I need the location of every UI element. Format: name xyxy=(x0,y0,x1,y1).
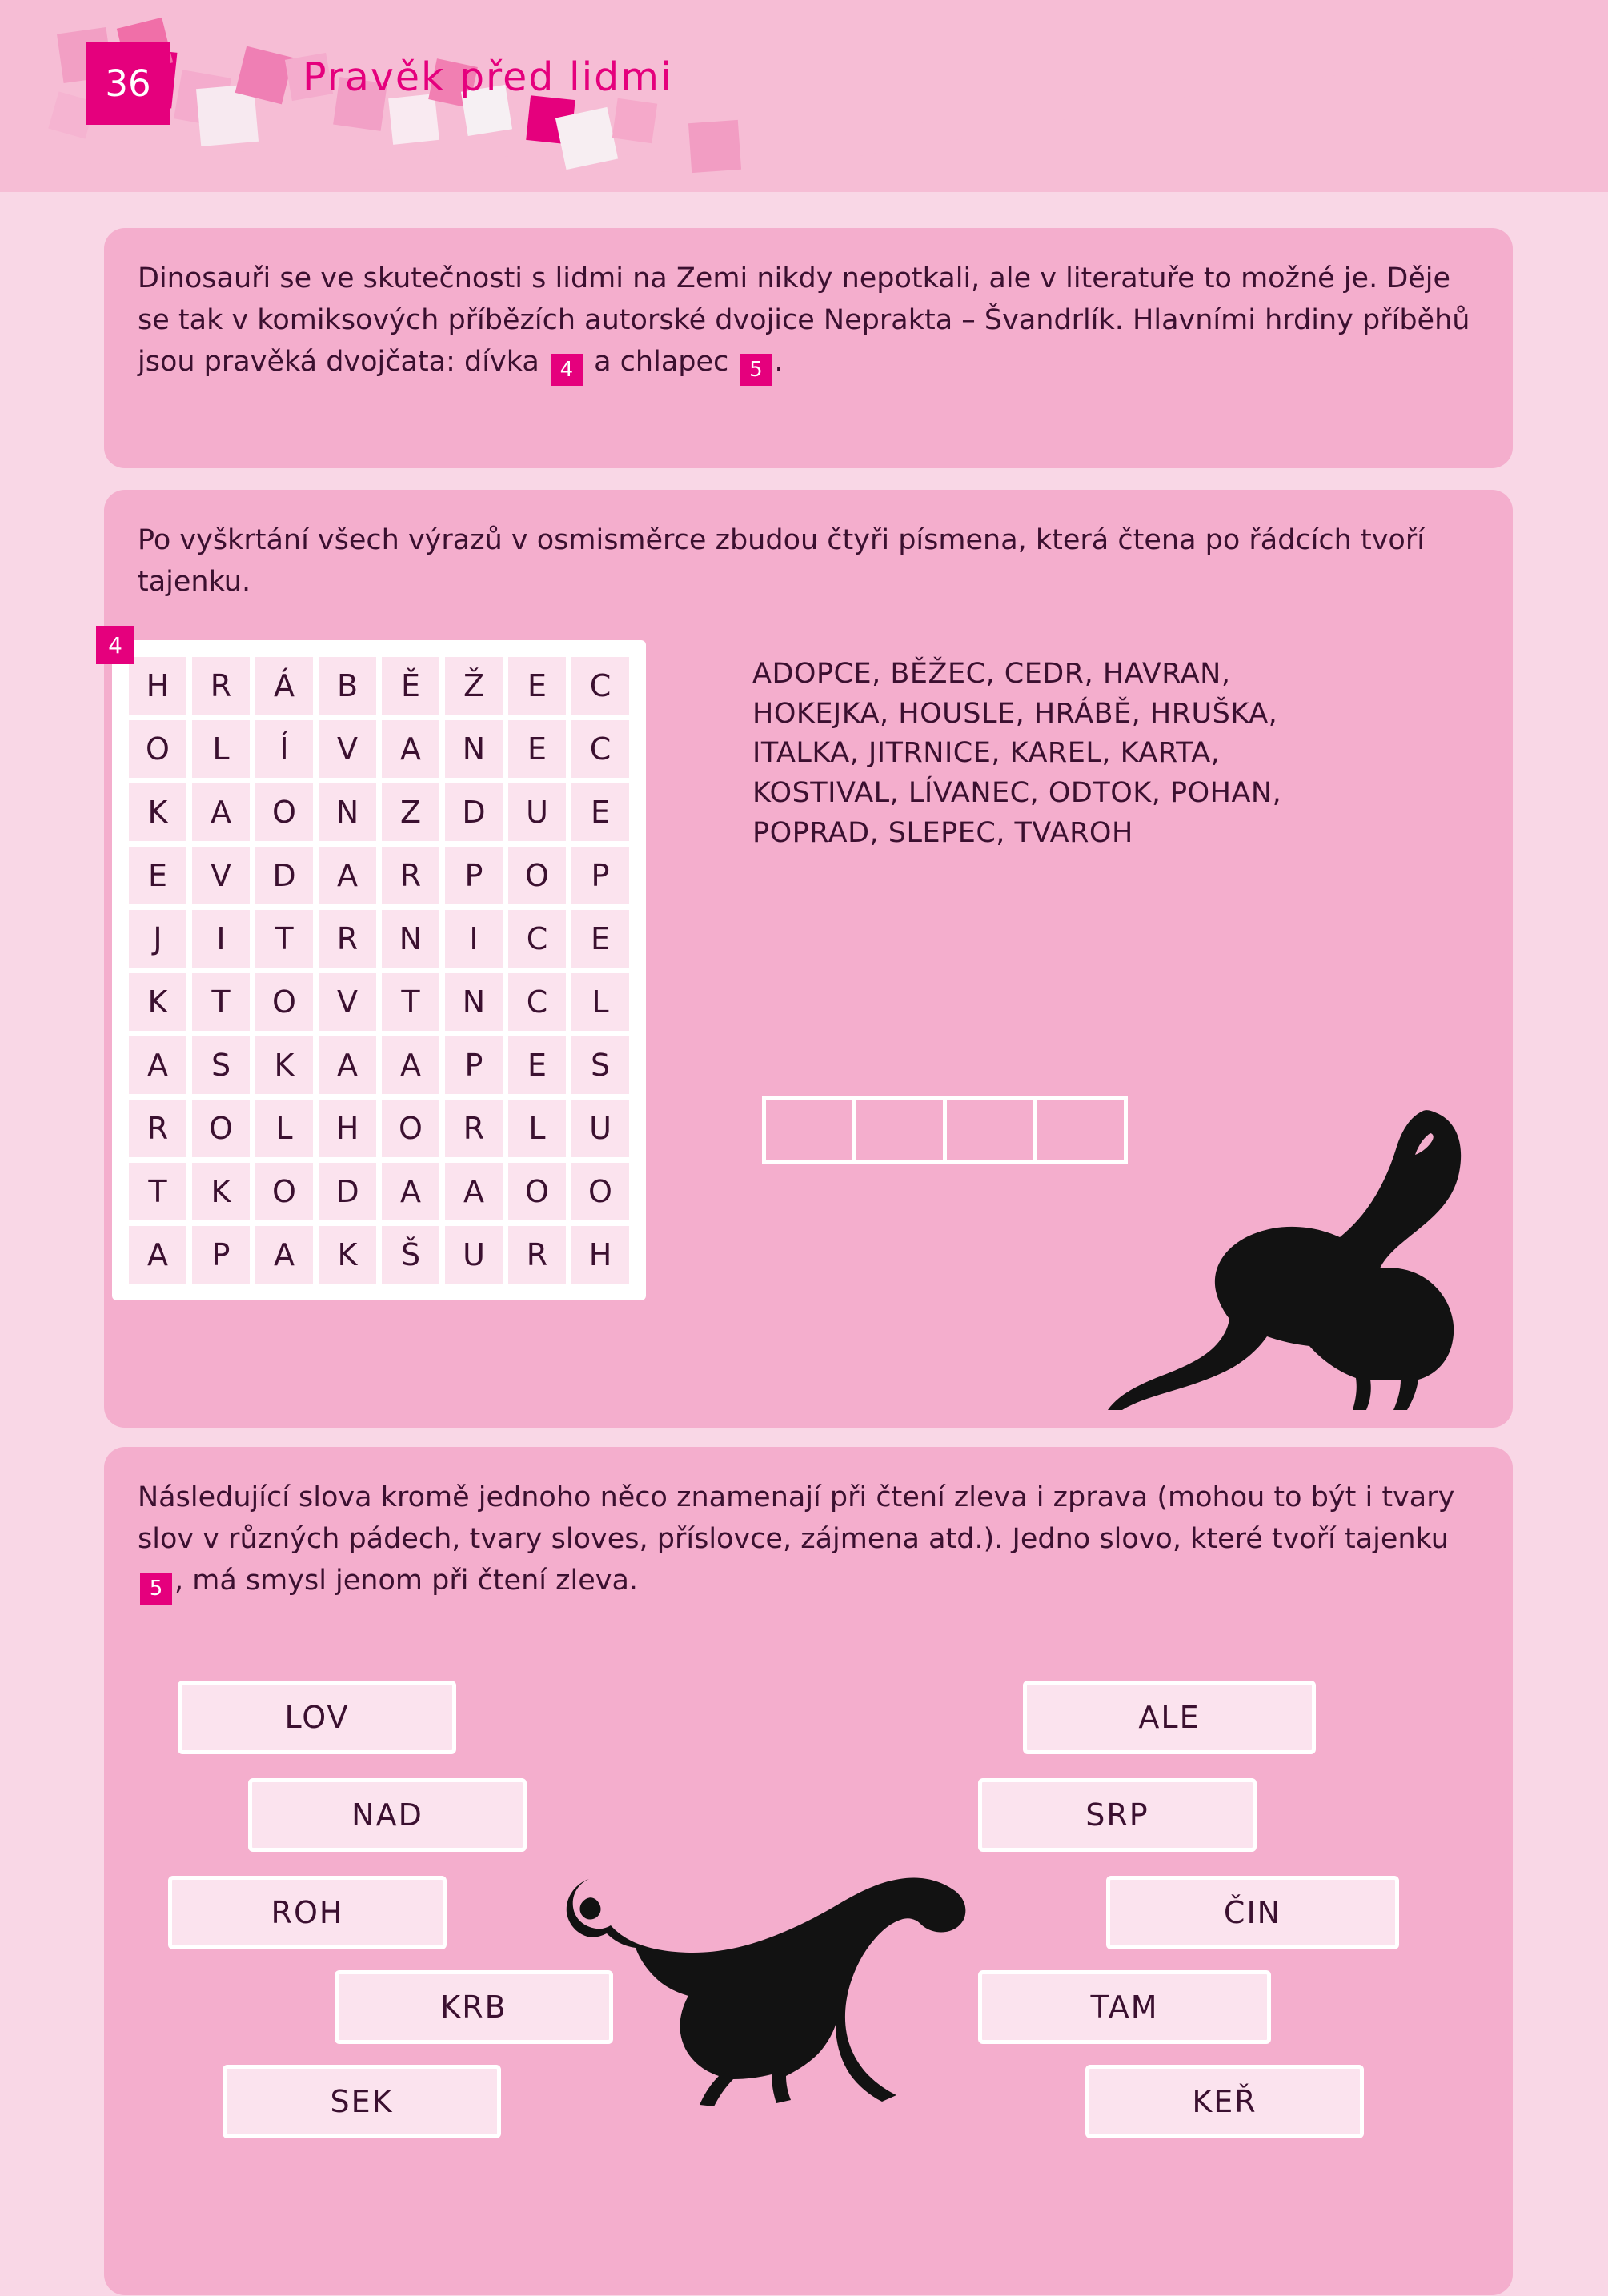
grid-cell[interactable]: U xyxy=(445,1226,503,1284)
grid-cell[interactable]: R xyxy=(508,1226,566,1284)
marker-4-inline: 4 xyxy=(551,354,583,386)
grid-cell[interactable]: Ž xyxy=(445,657,503,715)
grid-cell[interactable]: A xyxy=(382,720,439,778)
grid-cell[interactable]: P xyxy=(571,847,629,904)
answer-slot[interactable] xyxy=(762,1096,856,1164)
grid-cell[interactable]: Á xyxy=(255,657,313,715)
word-card-right[interactable]: TAM xyxy=(978,1970,1271,2044)
grid-row xyxy=(129,910,629,968)
grid-cell[interactable]: E xyxy=(571,783,629,841)
grid-cell[interactable]: Ě xyxy=(382,657,439,715)
grid-cell[interactable]: T xyxy=(129,1163,186,1220)
grid-cell[interactable]: A xyxy=(382,1036,439,1094)
grid-cell[interactable]: J xyxy=(129,910,186,968)
grid-cell[interactable]: A xyxy=(255,1226,313,1284)
grid-cell[interactable]: U xyxy=(571,1100,629,1157)
grid-cell[interactable]: O xyxy=(255,783,313,841)
grid-cell[interactable]: T xyxy=(255,910,313,968)
grid-cell[interactable]: C xyxy=(571,720,629,778)
palindromes-instruction-part1: Následující slova kromě jednoho něco znamenají při čtení zleva i zprava (mohou to být i tvary slov v různých pádech, tvary sloves, příslovce, zájmena atd.). Jedno slovo, které tvoří tajenku xyxy=(138,1481,1455,1555)
answer-slot[interactable] xyxy=(852,1096,947,1164)
intro-text-between: a chlapec xyxy=(594,345,729,378)
grid-cell[interactable]: N xyxy=(382,910,439,968)
grid-cell[interactable]: K xyxy=(192,1163,250,1220)
grid-cell[interactable]: V xyxy=(319,720,376,778)
page-number-badge xyxy=(86,42,170,125)
grid-cell[interactable]: I xyxy=(445,910,503,968)
grid-row xyxy=(129,1036,629,1094)
grid-row xyxy=(129,657,629,715)
grid-cell[interactable]: N xyxy=(319,783,376,841)
grid-cell[interactable]: O xyxy=(129,720,186,778)
word-card-right[interactable]: KEŘ xyxy=(1085,2065,1364,2138)
answer-slot[interactable] xyxy=(943,1096,1037,1164)
grid-cell[interactable]: C xyxy=(508,910,566,968)
tyrannosaurus-icon xyxy=(560,1849,976,2113)
confetti-square xyxy=(555,107,618,170)
grid-cell[interactable]: P xyxy=(445,1036,503,1094)
grid-cell[interactable]: A xyxy=(319,847,376,904)
grid-cell[interactable]: O xyxy=(255,1163,313,1220)
grid-cell[interactable]: O xyxy=(255,973,313,1031)
palindromes-instruction-part2: , má smysl jenom při čtení zleva. xyxy=(174,1564,639,1597)
word-card-right[interactable]: ALE xyxy=(1023,1681,1316,1754)
grid-cell[interactable]: D xyxy=(255,847,313,904)
grid-cell[interactable]: R xyxy=(319,910,376,968)
word-card-left[interactable]: ROH xyxy=(168,1876,447,1949)
page-title: Pravěk před lidmi xyxy=(303,54,673,100)
grid-cell[interactable]: E xyxy=(129,847,186,904)
grid-cell[interactable]: C xyxy=(571,657,629,715)
palindromes-instruction xyxy=(138,1477,1482,1605)
grid-cell[interactable]: P xyxy=(445,847,503,904)
grid-cell[interactable]: R xyxy=(129,1100,186,1157)
marker-5-badge: 5 xyxy=(140,1573,172,1605)
grid-cell[interactable]: R xyxy=(192,657,250,715)
word-card-right[interactable]: SRP xyxy=(978,1778,1257,1852)
grid-row xyxy=(129,1163,629,1220)
grid-cell[interactable]: H xyxy=(129,657,186,715)
word-card-right[interactable]: ČIN xyxy=(1106,1876,1399,1949)
grid-cell[interactable]: A xyxy=(129,1226,186,1284)
grid-cell[interactable]: K xyxy=(255,1036,313,1094)
intro-text-before: Dinosauři se ve skutečnosti s lidmi na Zemi nikdy nepotkali, ale v literatuře to možné je. Děje se tak v komiksových příbězích autorské dvojice Neprakta – Švandrlík. Hlavními hrdiny příběhů jsou pravěká dvojčata: dívka xyxy=(138,262,1470,378)
grid-cell[interactable]: Š xyxy=(382,1226,439,1284)
grid-cell[interactable]: D xyxy=(445,783,503,841)
word-card-left[interactable]: SEK xyxy=(223,2065,501,2138)
grid-cell[interactable]: O xyxy=(382,1100,439,1157)
confetti-square xyxy=(388,94,439,145)
grid-cell[interactable]: S xyxy=(192,1036,250,1094)
grid-cell[interactable]: O xyxy=(192,1100,250,1157)
grid-cell[interactable]: V xyxy=(192,847,250,904)
grid-cell[interactable]: K xyxy=(129,973,186,1031)
grid-cell[interactable]: D xyxy=(319,1163,376,1220)
grid-cell[interactable]: H xyxy=(319,1100,376,1157)
grid-cell[interactable]: Z xyxy=(382,783,439,841)
grid-row xyxy=(129,1226,629,1284)
grid-cell[interactable]: B xyxy=(319,657,376,715)
grid-cell[interactable]: V xyxy=(319,973,376,1031)
grid-cell[interactable]: U xyxy=(508,783,566,841)
grid-cell[interactable]: C xyxy=(508,973,566,1031)
wordsearch-word-list: ADOPCE, BĚŽEC, CEDR, HAVRAN, HOKEJKA, HOUSLE, HRÁBĚ, HRUŠKA, ITALKA, JITRNICE, KAREL, KARTA, KOSTIVAL, LÍVANEC, ODTOK, POHAN, POPRAD, SLEPEC, TVAROH xyxy=(752,658,1282,849)
grid-cell[interactable]: A xyxy=(319,1036,376,1094)
grid-cell[interactable]: K xyxy=(319,1226,376,1284)
sauropod-dinosaur-icon xyxy=(1041,1096,1521,1416)
intro-panel xyxy=(104,228,1513,468)
grid-row xyxy=(129,783,629,841)
grid-row xyxy=(129,973,629,1031)
grid-cell[interactable]: A xyxy=(382,1163,439,1220)
grid-row xyxy=(129,847,629,904)
grid-cell[interactable]: K xyxy=(129,783,186,841)
grid-cell[interactable]: I xyxy=(192,910,250,968)
grid-cell[interactable]: A xyxy=(129,1036,186,1094)
header-band xyxy=(0,0,1608,192)
marker-5-inline: 5 xyxy=(740,354,772,386)
intro-text xyxy=(138,258,1490,386)
grid-cell[interactable]: S xyxy=(571,1036,629,1094)
grid-cell[interactable]: R xyxy=(382,847,439,904)
grid-cell[interactable]: A xyxy=(192,783,250,841)
grid-cell[interactable]: L xyxy=(255,1100,313,1157)
grid-cell[interactable]: Í xyxy=(255,720,313,778)
grid-cell[interactable]: A xyxy=(445,1163,503,1220)
word-card-left[interactable]: NAD xyxy=(248,1778,527,1852)
grid-cell[interactable]: N xyxy=(445,720,503,778)
marker-4-badge: 4 xyxy=(96,626,134,664)
confetti-square xyxy=(688,120,741,173)
grid-cell[interactable]: L xyxy=(508,1100,566,1157)
confetti-square xyxy=(612,98,657,143)
grid-cell[interactable]: L xyxy=(192,720,250,778)
grid-cell[interactable]: E xyxy=(508,657,566,715)
grid-cell[interactable]: O xyxy=(508,1163,566,1220)
grid-row xyxy=(129,720,629,778)
word-card-left[interactable]: KRB xyxy=(335,1970,613,2044)
grid-cell[interactable]: E xyxy=(571,910,629,968)
grid-cell[interactable]: L xyxy=(571,973,629,1031)
grid-cell[interactable]: E xyxy=(508,1036,566,1094)
grid-cell[interactable]: T xyxy=(382,973,439,1031)
grid-cell[interactable]: E xyxy=(508,720,566,778)
grid-row xyxy=(129,1100,629,1157)
grid-cell[interactable]: P xyxy=(192,1226,250,1284)
grid-cell[interactable]: T xyxy=(192,973,250,1031)
grid-cell[interactable]: O xyxy=(508,847,566,904)
grid-cell[interactable]: R xyxy=(445,1100,503,1157)
grid-cell[interactable]: N xyxy=(445,973,503,1031)
wordsearch-instruction: Po vyškrtání všech výrazů v osmisměrce zbudou čtyři písmena, která čtena po řádcích tvoří tajenku. xyxy=(138,524,1425,598)
page-number: 36 xyxy=(105,62,151,105)
wordsearch-grid[interactable] xyxy=(112,640,646,1300)
wordsearch-grid-table[interactable] xyxy=(123,651,635,1289)
grid-cell[interactable]: H xyxy=(571,1226,629,1284)
grid-cell[interactable]: O xyxy=(571,1163,629,1220)
word-card-left[interactable]: LOV xyxy=(178,1681,456,1754)
intro-text-after: . xyxy=(774,345,784,378)
